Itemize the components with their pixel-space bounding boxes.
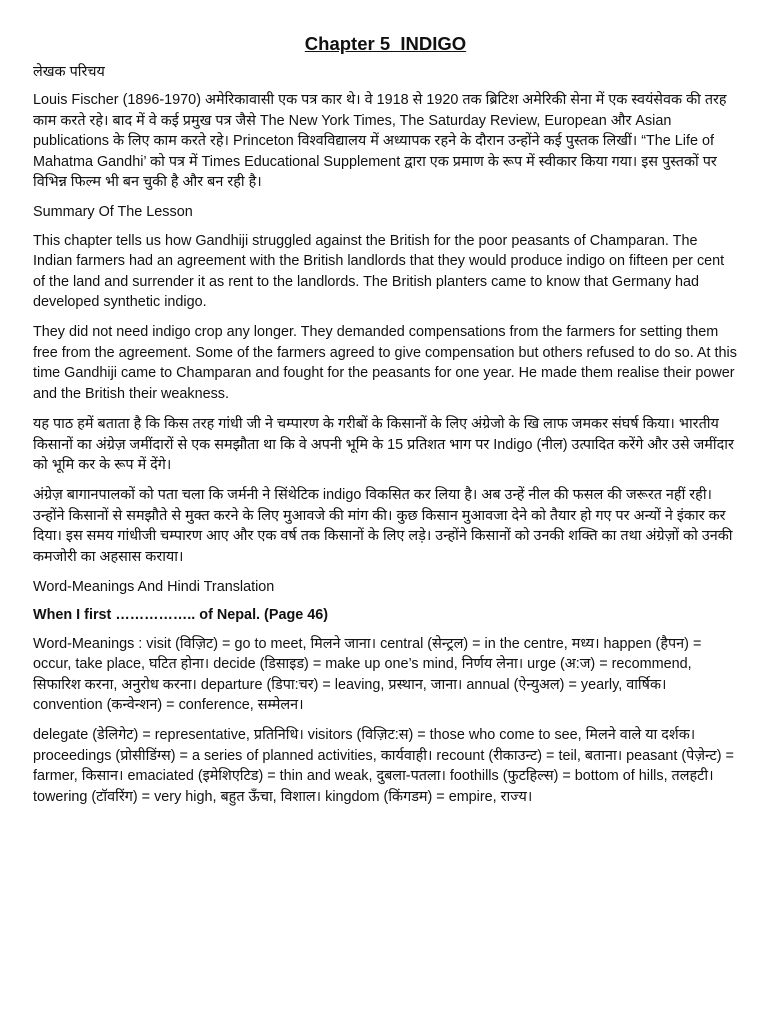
summary-paragraph-2: They did not need indigo crop any longer. They demanded compensations from the farmers for setting them free from the agreement. Some of the farmers agreed to give compensation but others refused to do so. At this time Gandhiji came to Champaran and fought for the peasants for one year. He made them realise their power and the British their weakness. — [33, 324, 737, 402]
passage-heading: When I first …………….. of Nepal. (Page 46) — [33, 607, 329, 624]
summary-paragraph-1: This chapter tells us how Gandhiji struggled against the British for the poor peasants of Champaran. The Indian farmers had an agreement with the British landlords that they would produce indigo on fifteen per cent of the land and surrender it as rent to the landlords. The British planters came to know that Germany had developed synthetic indigo. — [33, 232, 725, 311]
word-meanings-paragraph-2: delegate (डेलिगेट) = representative, प्रतिनिधि। visitors (विज़िट:स) = those who come to see, मिलने वाले या दर्शक। proceedings (प्रोसीडिंग्स) = a series of planned activities, कार्यवाही। recount (रीकाउन्ट) = teil, बताना। peasant (पेज़ेन्ट) = farmer, किसान। emaciated (इमेशिएटिड) = thin and weak, दुबला-पतला। foothills (फुटहिल्स) = bottom of hills, तलहटी। towering (टॉवरिंग) = very high, बहुत ऊँचा, विशाल। kingdom (किंगडम) = empire, राज्य। — [33, 727, 734, 805]
author-intro-paragraph: Louis Fischer (1896-1970) अमेरिकावासी एक पत्र कार थे। वे 1918 से 1920 तक ब्रिटिश अमेरिकी सेना में एक स्वयंसेवक की तरह काम करते रहे। बाद में वे कई प्रमुख पत्र जैसे The New York Times, The Saturday Review, European और Asian publications के लिए काम करते रहे। Princeton विश्वविद्यालय में अध्यापक रहने के दौरान उन्होंने कई पुस्तक लिखीं। “The Life of Mahatma Gandhi’ को पत्र में Times Educational Supplement द्वारा एक प्रमाण के रूप में स्वीकार किया गया। इस पुस्तकों पर विभिन्न फिल्म भी बन चुकी है और बन रही है। — [33, 92, 727, 191]
summary-heading: Summary Of The Lesson — [33, 204, 193, 221]
hindi-summary-paragraph-1: यह पाठ हमें बताता है कि किस तरह गांधी जी ने चम्पारण के गरीबों के किसानों के लिए अंग्रेजो के खि लाफ जमकर संघर्ष किया। भारतीय किसानों का अंग्रेज़ जमींदारों से एक समझौता था कि वे अपनी भूमि के 15 प्रतिशत भाग पर Indigo (नील) उत्पादित करेंगे और उसे जमींदार को भूमि कर के रूप में देंगे। — [33, 416, 734, 473]
chapter-title: Chapter 5 INDIGO — [304, 33, 467, 54]
author-intro-heading: लेखक परिचय — [33, 64, 105, 80]
word-meanings-heading: Word-Meanings And Hindi Translation — [33, 578, 275, 595]
word-meanings-paragraph-1: Word-Meanings : visit (विज़िट) = go to meet, मिलने जाना। central (सेन्ट्रल) = in the centre, मध्य। happen (हैपन) = occur, take place, घटित होना। decide (डिसाइड) = make up one’s mind, निर्णय लेना। urge (अ:ज) = recommend, सिफारिश करना, अनुरोध करना। departure (डिपा:चर) = leaving, प्रस्थान, जाना। annual (ऐन्युअल) = yearly, वार्षिक। convention (कन्वेन्शन) = conference, सम्मेलन। — [33, 635, 702, 713]
hindi-summary-paragraph-2: अंग्रेज़ बागानपालकों को पता चला कि जर्मनी ने सिंथेटिक indigo विकसित कर लिया है। अब उन्हें नील की फसल की जरूरत नहीं रही। उन्होंने किसानों से समझौते से मुक्त करने के लिए मुआवजे की मांग की। कुछ किसान मुआवजा देने को तैयार हो गए पर अन्यों ने इंकार कर दिया। इस समय गांधीजी चम्पारण आए और एक वर्ष तक किसानों के लिए लड़े। उन्होंने किसानों को उनकी शक्ति का तथा अंग्रेज़ों को उनकी कमजोरी का अहसास कराया। — [33, 487, 733, 565]
